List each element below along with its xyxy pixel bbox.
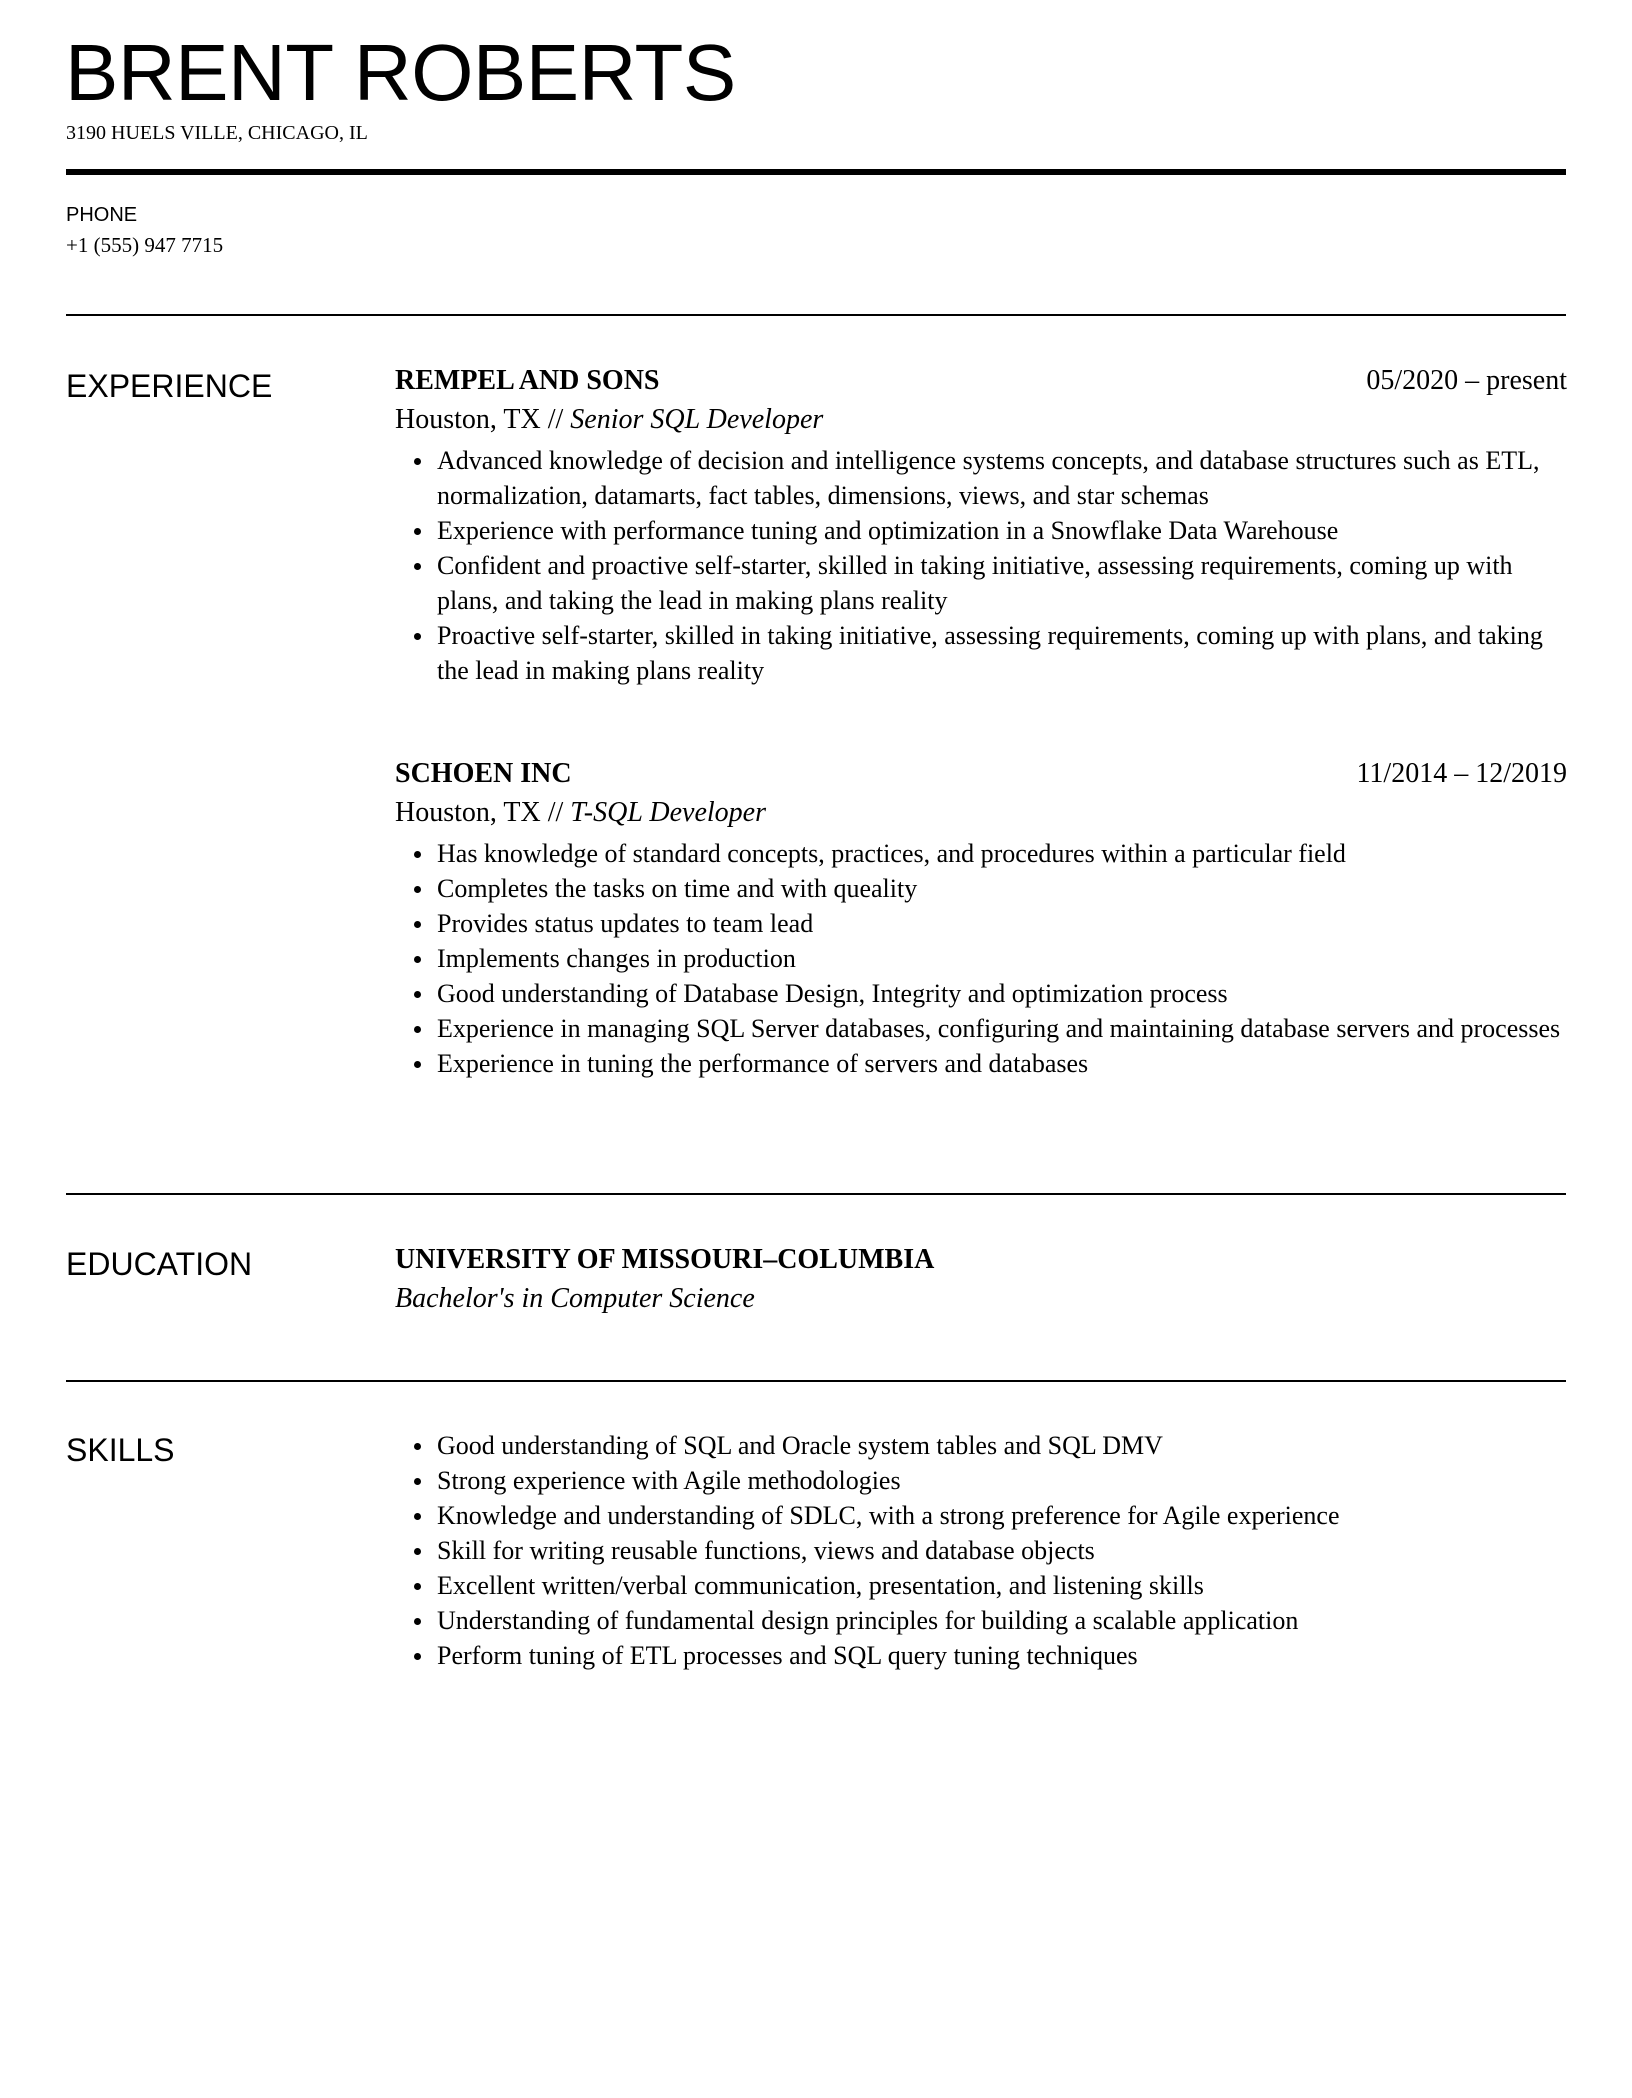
skill-item: Knowledge and understanding of SDLC, with a strong preference for Agile experience xyxy=(395,1498,1567,1533)
education-degree: Bachelor's in Computer Science xyxy=(395,1283,755,1314)
skills-entry xyxy=(395,1428,1567,1673)
job-entry xyxy=(395,363,1567,688)
skill-item: Perform tuning of ETL processes and SQL query tuning techniques xyxy=(395,1638,1567,1673)
skill-item: Skill for writing reusable functions, views and database objects xyxy=(395,1533,1567,1568)
skills-heading: SKILLS xyxy=(66,1432,175,1468)
job-role: T-SQL Developer xyxy=(570,797,766,828)
job-location: Houston, TX xyxy=(395,797,541,828)
education-heading: EDUCATION xyxy=(66,1246,253,1282)
job-bullet: Completes the tasks on time and with queality xyxy=(395,871,1567,906)
skills-bullet-list xyxy=(395,1428,1567,1673)
job-bullet: Good understanding of Database Design, Integrity and optimization process xyxy=(395,976,1567,1011)
job-separator: // xyxy=(540,404,571,435)
job-dates: 11/2014 – 12/2019 xyxy=(1356,758,1567,789)
education-entry xyxy=(395,1242,1567,1318)
skill-item: Understanding of fundamental design principles for building a scalable application xyxy=(395,1603,1567,1638)
job-bullet: Proactive self-starter, skilled in taking initiative, assessing requirements, coming up with plans, and taking the lead in making plans reality xyxy=(395,618,1567,688)
job-entry xyxy=(395,756,1567,1081)
job-bullet: Provides status updates to team lead xyxy=(395,906,1567,941)
job-bullet: Has knowledge of standard concepts, practices, and procedures within a particular field xyxy=(395,836,1567,871)
candidate-name: BRENT ROBERTS xyxy=(65,28,736,117)
job-bullet: Experience with performance tuning and optimization in a Snowflake Data Warehouse xyxy=(395,513,1567,548)
skill-item: Excellent written/verbal communication, presentation, and listening skills xyxy=(395,1568,1567,1603)
phone-label: PHONE xyxy=(66,204,138,226)
phone-value: +1 (555) 947 7715 xyxy=(66,233,224,257)
job-dates: 05/2020 – present xyxy=(1366,365,1567,396)
job-separator: // xyxy=(540,797,571,828)
job-location: Houston, TX xyxy=(395,404,541,435)
job-company: REMPEL AND SONS xyxy=(395,365,660,396)
job-bullet: Implements changes in production xyxy=(395,941,1567,976)
skill-item: Good understanding of SQL and Oracle system tables and SQL DMV xyxy=(395,1428,1567,1463)
job-bullet-list xyxy=(395,443,1567,688)
job-role: Senior SQL Developer xyxy=(570,404,824,435)
education-school: UNIVERSITY OF MISSOURI–COLUMBIA xyxy=(395,1244,935,1275)
job-location-role xyxy=(395,794,1567,832)
job-bullet: Advanced knowledge of decision and intelligence systems concepts, and database structures such as ETL, normalization, datamarts, fact tables, dimensions, views, and star schemas xyxy=(395,443,1567,513)
header-divider xyxy=(66,169,1566,175)
job-company: SCHOEN INC xyxy=(395,758,572,789)
job-bullet: Experience in managing SQL Server databases, configuring and maintaining database servers and processes xyxy=(395,1011,1567,1046)
skill-item: Strong experience with Agile methodologies xyxy=(395,1463,1567,1498)
section-divider xyxy=(66,314,1566,316)
job-bullet-list xyxy=(395,836,1567,1081)
candidate-address: 3190 HUELS VILLE, CHICAGO, IL xyxy=(66,122,368,144)
job-bullet: Confident and proactive self-starter, skilled in taking initiative, assessing requirements, coming up with plans, and taking the lead in making plans reality xyxy=(395,548,1567,618)
job-location-role xyxy=(395,401,1567,439)
section-divider xyxy=(66,1380,1566,1382)
experience-heading: EXPERIENCE xyxy=(66,368,273,404)
job-bullet: Experience in tuning the performance of servers and databases xyxy=(395,1046,1567,1081)
section-divider xyxy=(66,1193,1566,1195)
